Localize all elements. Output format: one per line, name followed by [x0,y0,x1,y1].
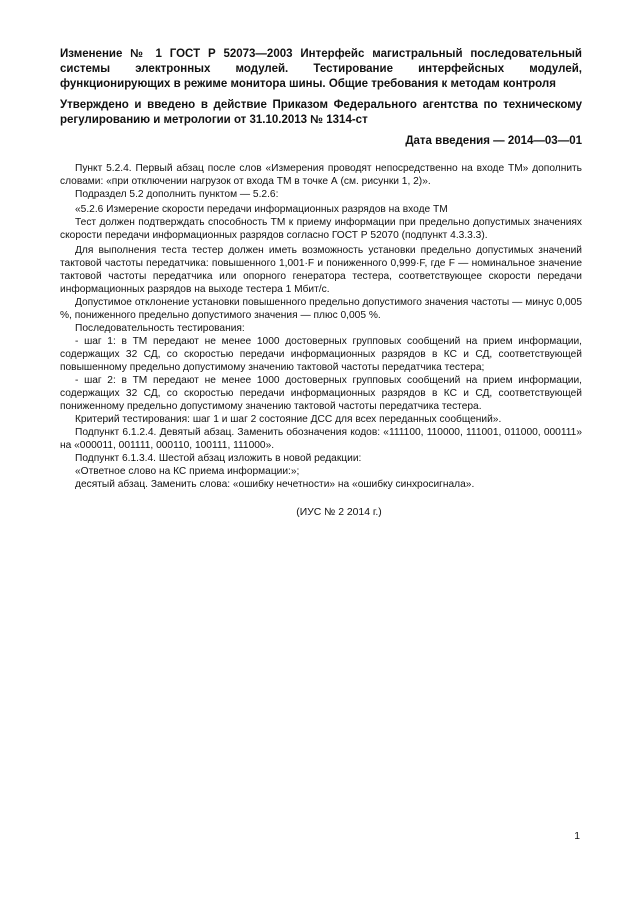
paragraph: «Ответное слово на КС приема информации:»; [75,466,300,477]
ius-reference: (ИУС № 2 2014 г.) [296,507,382,518]
paragraph: - шаг 2: в ТМ передают не менее 1000 достоверных групповых сообщений на прием информации, содержащих 32 СД, со скоростью передачи информационных разрядов в КС и СД, соответствующей пониженному предельно допустимому значению тактовой частоты передатчика тестера. [60,375,582,412]
document-body [60,162,582,491]
paragraph: Допустимое отклонение установки повышенного предельно допустимого значения частоты — минус 0,005 %, пониженного предельно допустимого значения — плюс 0,005 %. [60,297,582,321]
paragraph: десятый абзац. Заменить слова: «ошибку нечетности» на «ошибку синхросигнала». [75,479,475,490]
page-number: 1 [574,831,580,842]
approval-statement: Утверждено и введено в действие Приказом Федерального агентства по техническому регулированию и метрологии от 31.10.2013 № 1314-ст [60,99,582,126]
paragraph: Последовательность тестирования: [75,323,245,334]
paragraph: Критерий тестирования: шаг 1 и шаг 2 состояние ДСС для всех переданных сообщений». [75,414,502,425]
paragraph: Тест должен подтверждать способность ТМ к приему информации при предельно допустимых значениях скорости передачи информационных разрядов согласно ГОСТ Р 52070 (подпункт 4.3.3.3). [60,217,582,241]
paragraph: - шаг 1: в ТМ передают не менее 1000 достоверных групповых сообщений на прием информации, содержащих 32 СД, со скоростью передачи информационных разрядов в КС и СД, соответствующей повышенному предельно допустимому значению тактовой частоты передатчика тестера; [60,336,582,373]
document-title: Изменение № 1 ГОСТ Р 52073—2003 Интерфейс магистральный последовательный системы электронных модулей. Тестирование интерфейсных модулей, функционирующих в режиме монитора шины. Общие требования к методам контроля [60,48,582,90]
effective-date: Дата введения — 2014—03—01 [405,135,582,147]
paragraph: Для выполнения теста тестер должен иметь возможность установки предельно допустимых значений тактовой частоты передатчика: повышенного 1,001·F и пониженного 0,999·F, где F — номинальное значение тактовой частоты передатчика или опорного генератора тестера, соответствующее скорости передачи информационных разрядов на выходе тестера 1 Мбит/с. [60,245,582,295]
paragraph: «5.2.6 Измерение скорости передачи информационных разрядов на входе ТМ [75,204,448,215]
paragraph: Подпункт 6.1.3.4. Шестой абзац изложить в новой редакции: [75,453,362,464]
paragraph: Пункт 5.2.4. Первый абзац после слов «Измерения проводят непосредственно на входе ТМ» дополнить словами: «при отключении нагрузок от входа ТМ в точке А (см. рисунки 1, 2)». [60,163,582,187]
paragraph: Подраздел 5.2 дополнить пунктом — 5.2.6: [75,189,279,200]
document-page [60,47,582,519]
paragraph: Подпункт 6.1.2.4. Девятый абзац. Заменить обозначения кодов: «111100, 110000, 111001, 011000, 000111» на «000011, 001111, 000110, 100111, 111000». [60,427,582,451]
